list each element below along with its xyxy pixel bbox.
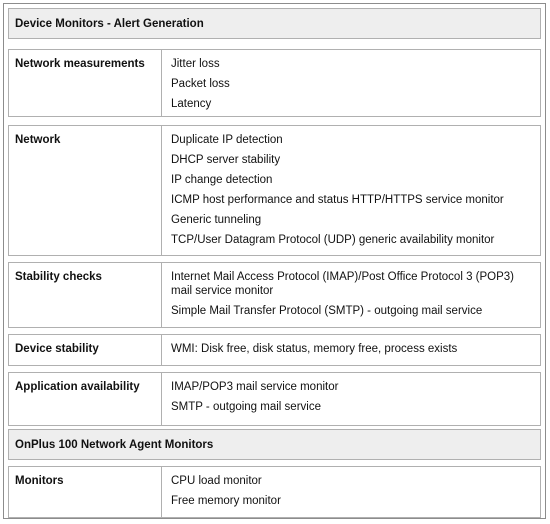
list-item: Jitter loss <box>171 58 220 70</box>
list-item: Free memory monitor <box>171 495 281 507</box>
list-item: IP change detection <box>171 174 273 186</box>
list-item: Latency <box>171 98 212 110</box>
list-item: IMAP/POP3 mail service monitor <box>171 381 339 393</box>
list-item: Packet loss <box>171 78 230 90</box>
row-items <box>162 373 540 425</box>
table-row-network-measurements <box>8 49 541 117</box>
row-label-text: Device stability <box>15 343 99 355</box>
row-items <box>162 263 540 327</box>
row-label-text: Stability checks <box>15 271 102 283</box>
section-header-onplus-agent <box>8 429 541 460</box>
table-row-monitors <box>8 466 541 518</box>
row-label-text: Network measurements <box>15 58 145 70</box>
row-items <box>162 467 540 517</box>
row-label <box>9 126 162 255</box>
row-label-text: Network <box>15 134 61 146</box>
list-item: SMTP - outgoing mail service <box>171 401 321 413</box>
row-items <box>162 126 540 255</box>
row-label <box>9 50 162 116</box>
list-item: TCP/User Datagram Protocol (UDP) generic availability monitor <box>171 234 495 246</box>
section-title: OnPlus 100 Network Agent Monitors <box>15 438 214 451</box>
row-label <box>9 373 162 425</box>
list-item: Generic tunneling <box>171 214 262 226</box>
table-row-device-stability <box>8 334 541 366</box>
list-item: DHCP server stability <box>171 154 281 166</box>
table-row-network <box>8 125 541 256</box>
row-label <box>9 335 162 365</box>
list-item: Simple Mail Transfer Protocol (SMTP) - outgoing mail service <box>171 305 483 317</box>
table-row-application-availability <box>8 372 541 426</box>
list-item: CPU load monitor <box>171 475 262 487</box>
table-row-stability-checks <box>8 262 541 328</box>
row-label <box>9 467 162 517</box>
section-title: Device Monitors - Alert Generation <box>15 17 204 30</box>
row-label-text: Application availability <box>15 381 140 393</box>
list-item: Duplicate IP detection <box>171 134 283 146</box>
row-items <box>162 50 540 116</box>
section-header-device-monitors <box>8 8 541 39</box>
list-item: ICMP host performance and status HTTP/HTTPS service monitor <box>171 194 504 206</box>
row-label-text: Monitors <box>15 475 64 487</box>
list-item: WMI: Disk free, disk status, memory free, process exists <box>171 343 458 355</box>
row-label <box>9 263 162 327</box>
row-items <box>162 335 540 365</box>
monitors-table <box>3 3 546 519</box>
list-item: Internet Mail Access Protocol (IMAP)/Post Office Protocol 3 (POP3) mail service monitor <box>171 271 514 297</box>
